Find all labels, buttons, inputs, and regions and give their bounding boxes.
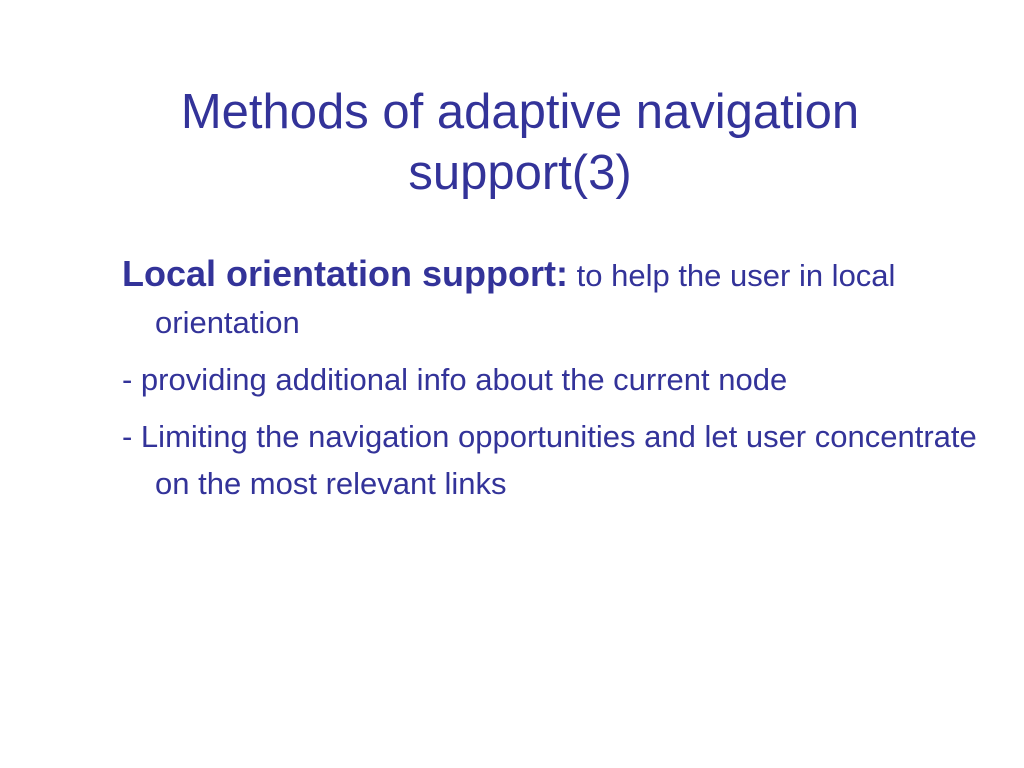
paragraph-text: to help the user in local orientation (155, 258, 896, 340)
paragraph-text: - Limiting the navigation opportunities and let user concentrate on the most relevant links (122, 419, 977, 501)
paragraph-limiting-navigation (122, 413, 992, 507)
paragraph-additional-info (122, 356, 992, 403)
slide-title-line-1: Methods of adaptive navigation (180, 85, 860, 139)
slide-title-line-2: support(3) (408, 146, 632, 200)
paragraph-lead: Local orientation support (122, 253, 557, 294)
paragraph-lead-colon: : (556, 253, 569, 294)
slide-title (90, 82, 950, 204)
slide-body (122, 250, 992, 517)
paragraph-text: - providing additional info about the current node (122, 362, 788, 397)
paragraph-local-orientation (122, 250, 992, 346)
